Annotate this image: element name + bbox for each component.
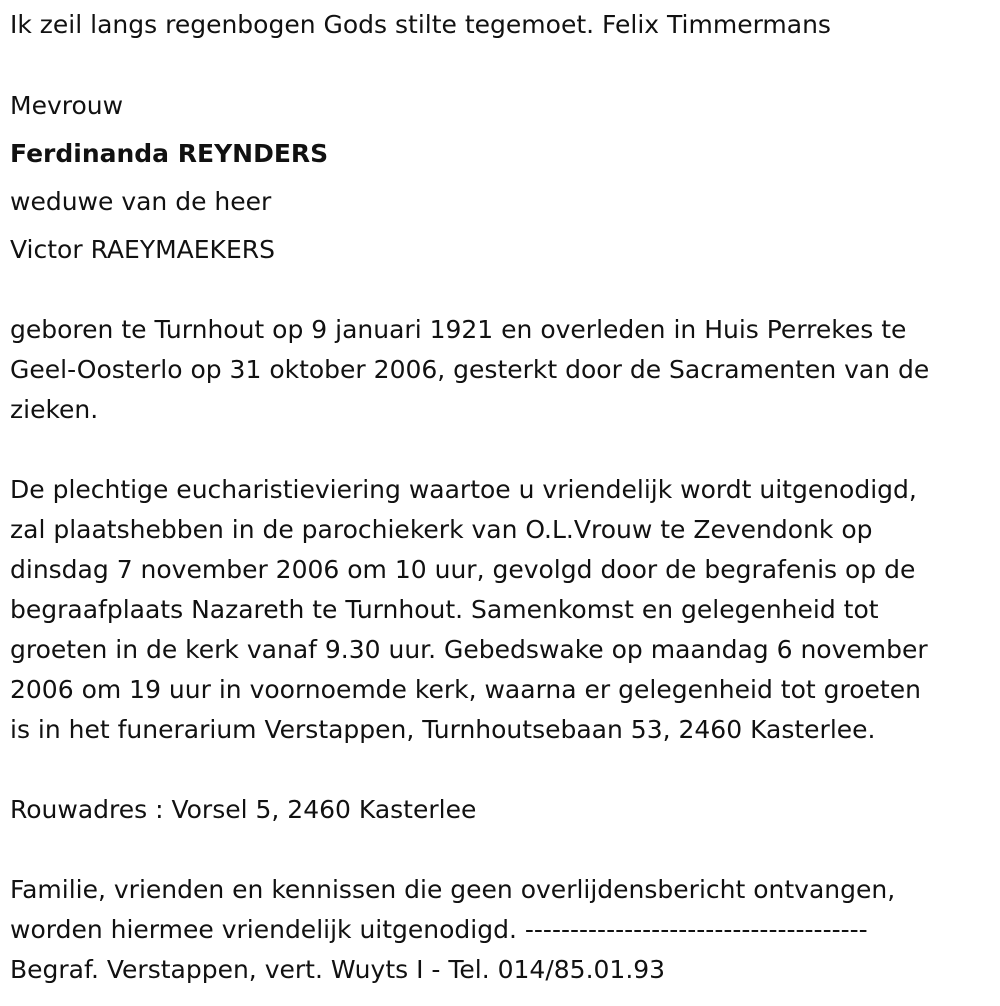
ceremony-line: is in het funerarium Verstappen, Turnhoutsebaan 53, 2460 Kasterlee. [10,715,876,744]
closing-line: Familie, vrienden en kennissen die geen overlijdensbericht ontvangen, [10,875,896,904]
birth-death-line: Geel-Oosterlo op 31 oktober 2006, gesterkt door de Sacramenten van de [10,355,930,384]
ceremony-line: groeten in de kerk vanaf 9.30 uur. Gebedswake op maandag 6 november [10,635,928,664]
ceremony-line: 2006 om 19 uur in voornoemde kerk, waarna er gelegenheid tot groeten [10,675,921,704]
spouse-name: Victor RAEYMAEKERS [10,235,275,264]
opening-quote: Ik zeil langs regenbogen Gods stilte tegemoet. Felix Timmermans [10,10,831,39]
ceremony-line: begraafplaats Nazareth te Turnhout. Samenkomst en gelegenheid tot [10,595,879,624]
deceased-name: Ferdinanda REYNDERS [10,139,329,168]
mourning-address: Rouwadres : Vorsel 5, 2460 Kasterlee [10,795,477,824]
relation-text: weduwe van de heer [10,187,272,216]
ceremony-line: zal plaatshebben in de parochiekerk van O.L.Vrouw te Zevendonk op [10,515,873,544]
ceremony-line: De plechtige eucharistieviering waartoe u vriendelijk wordt uitgenodigd, [10,475,917,504]
birth-death-line: geboren te Turnhout op 9 januari 1921 en overleden in Huis Perrekes te [10,315,907,344]
salutation: Mevrouw [10,91,124,120]
closing-line: worden hiermee vriendelijk uitgenodigd. -------------------------------------- [10,915,868,944]
ceremony-line: dinsdag 7 november 2006 om 10 uur, gevolgd door de begrafenis op de [10,555,916,584]
birth-death-line: zieken. [10,395,99,424]
funeral-home-contact: Begraf. Verstappen, vert. Wuyts I - Tel. 014/85.01.93 [10,955,666,984]
